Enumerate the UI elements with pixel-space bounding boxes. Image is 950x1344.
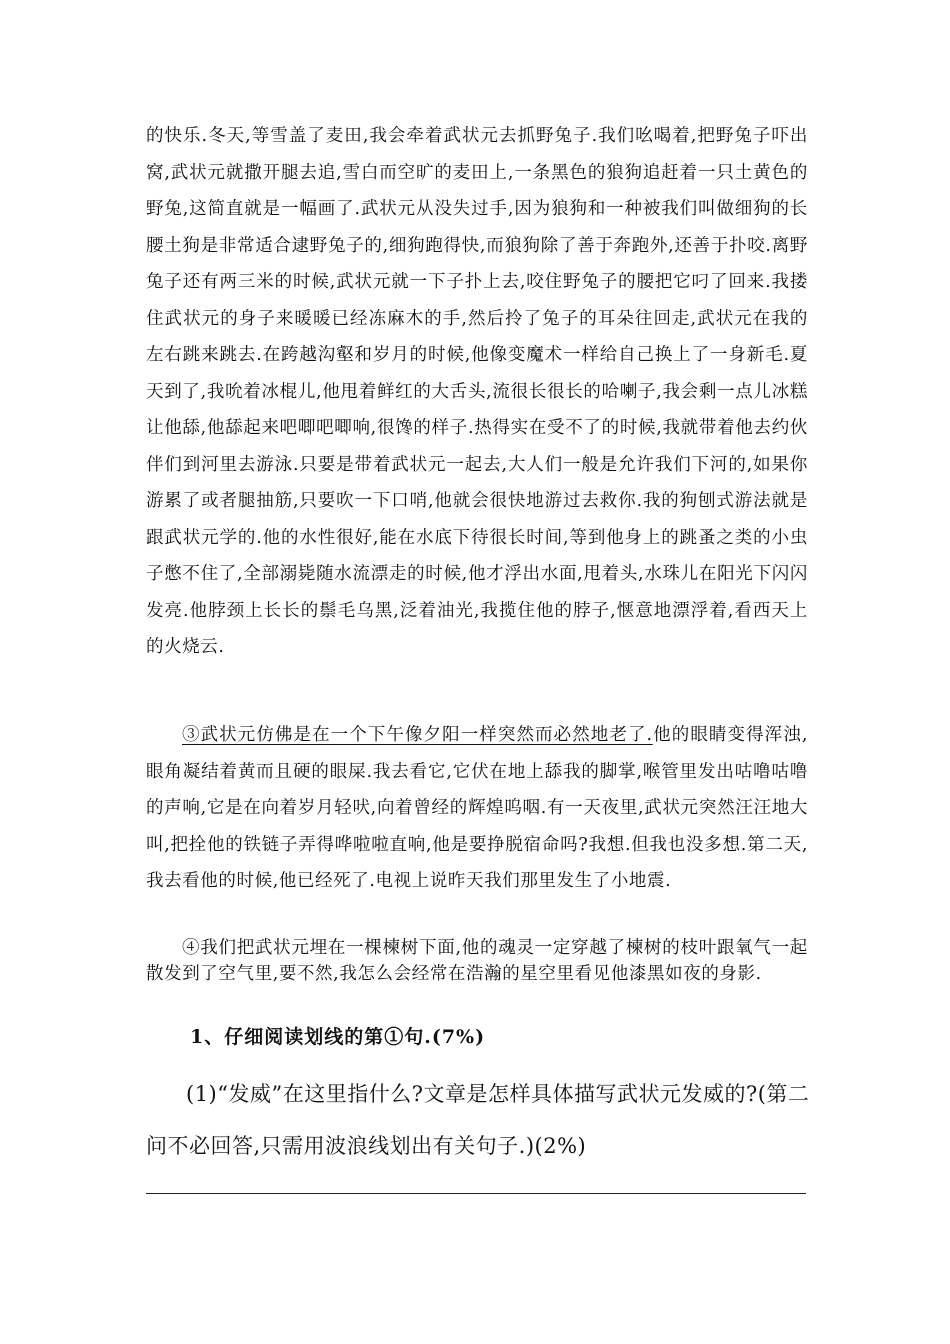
question-1-sub-1: (1)“发威”在这里指什么?文章是怎样具体描写武状元发威的?(第二问不必回答,只需用波浪线划出有关句子.)(2%) (146, 1082, 810, 1158)
paragraph-3-body: 他的眼睛变得浑浊,眼角凝结着黄而且硬的眼屎.我去看它,它伏在地上舔我的脚掌,喉管里发出咕噜咕噜的声响,它是在向着岁月轻吠,向着曾经的辉煌呜咽.有一天夜里,武状元突然汪汪地大叫,把拴他的铁链子弄得哗啦啦直响,他是要挣脱宿命吗?我想.但我也没多想.第二天,我去看他的时候,他已经死了.电视上说昨天我们那里发生了小地震. (146, 725, 808, 891)
passage-paragraph-4: ④我们把武状元埋在一棵楝树下面,他的魂灵一定穿越了楝树的枝叶跟氧气一起散发到了空气里,要不然,我怎么会经常在浩瀚的星空里看见他漆黑如夜的身影. (146, 938, 808, 984)
underlined-sentence-3: ③武状元仿佛是在一个下午像夕阳一样突然而必然地老了. (182, 725, 653, 745)
answer-line[interactable] (146, 1193, 806, 1194)
passage-paragraph-3 (146, 717, 808, 900)
passage-paragraph-1: 的快乐.冬天,等雪盖了麦田,我会牵着武状元去抓野兔子.我们吆喝着,把野兔子吓出窝,武状元就撒开腿去追,雪白而空旷的麦田上,一条黑色的狼狗追赶着一只土黄色的野兔,这简直就是一幅画了.武状元从没失过手,因为狼狗和一种被我们叫做细狗的长腰土狗是非常适合逮野兔子的,细狗跑得快,而狼狗除了善于奔跑外,还善于扑咬.离野兔子还有两三米的时候,武状元就一下子扑上去,咬住野兔子的腰把它叼了回来.我搂住武状元的身子来暖暖已经冻麻木的手,然后拎了兔子的耳朵往回走,武状元在我的左右跳来跳去.在跨越沟壑和岁月的时候,他像变魔术一样给自己换上了一身新毛.夏天到了,我吮着冰棍儿,他甩着鲜红的大舌头,流很长很长的哈喇子,我会剩一点儿冰糕让他舔,他舔起来吧唧吧唧响,很馋的样子.热得实在受不了的时候,我就带着他去约伙伴们到河里去游泳.只要是带着武状元一起去,大人们一般是允许我们下河的,如果你游累了或者腿抽筋,只要吹一下口哨,他就会很快地游过去救你.我的狗刨式游法就是跟武状元学的.他的水性很好,能在水底下待很长时间,等到他身上的跳蚤之类的小虫子憋不住了,全部溺毙随水流漂走的时候,他才浮出水面,甩着头,水珠儿在阳光下闪闪发亮.他脖颈上长长的鬃毛乌黑,泛着油光,我揽住他的脖子,惬意地漂浮着,看西天上的火烧云. (146, 126, 808, 657)
question-1-title: 1、仔细阅读划线的第①句.(7%) (190, 1026, 486, 1048)
